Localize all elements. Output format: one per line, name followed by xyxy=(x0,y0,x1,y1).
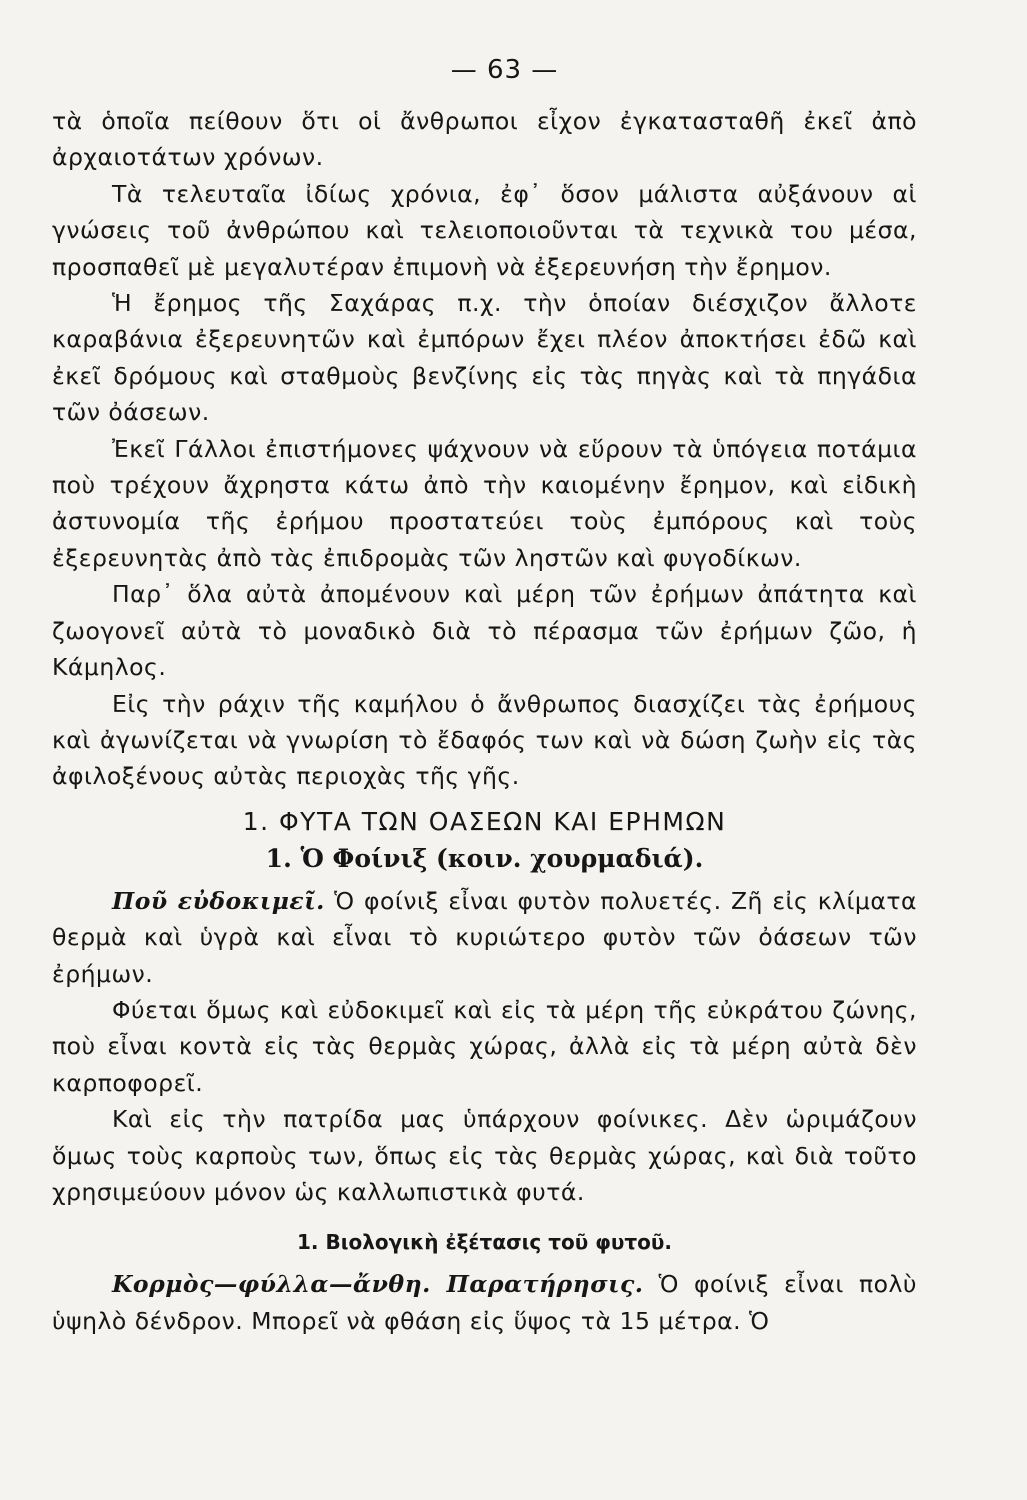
paragraph-lead: Κορμὸς—φύλλα—ἄνθη. Παρατήρησις. xyxy=(112,1270,644,1299)
paragraph: Εἰς τὴν ράχιν τῆς καμήλου ὁ ἄνθρωπος διασχίζει τὰς ἐρήμους καὶ ἀγωνίζεται νὰ γνωρίση τὸ ἔδαφός των καὶ νὰ δώση ζωὴν εἰς τὰς ἀφιλοξένους αὐτὰς περιοχὰς τῆς γῆς. xyxy=(52,689,917,791)
paragraph: Ἡ ἔρημος τῆς Σαχάρας π.χ. τὴν ὁποίαν διέσχιζον ἄλλοτε καραβάνια ἐξερευνητῶν καὶ ἐμπόρων ἔχει πλέον ἀποκτήσει ἐδῶ καὶ ἐκεῖ δρόμους καὶ σταθμοὺς βενζίνης εἰς τὰς πηγὰς καὶ τὰ πηγάδια τῶν ὀάσεων. xyxy=(52,289,917,427)
subsection-text xyxy=(52,1266,917,1339)
section-text xyxy=(52,883,917,1211)
paragraph xyxy=(52,1266,917,1339)
paragraph: Τὰ τελευταῖα ἰδίως χρόνια, ἐφ᾿ ὅσον μάλιστα αὐξάνουν αἱ γνώσεις τοῦ ἀνθρώπου καὶ τελειοποιοῦνται τὰ τεχνικὰ του μέσα, προσπαθεῖ μὲ μεγαλυτέραν ἐπιμονὴ νὰ ἐξερευνήση τὴν ἔρημον. xyxy=(52,179,917,281)
paragraph: Ἐκεῖ Γάλλοι ἐπιστήμονες ψάχνουν νὰ εὕρουν τὰ ὑπόγεια ποτάμια ποὺ τρέχουν ἄχρηστα κάτω ἀπὸ τὴν καιομένην ἔρημον, καὶ εἰδικὴ ἀστυνομία τῆς ἐρήμου προστατεύει τοὺς ἐμπόρους καὶ τοὺς ἐξερευνητὰς ἀπὸ τὰς ἐπιδρομὰς τῶν ληστῶν καὶ φυγοδίκων. xyxy=(52,434,917,572)
paragraph-lead: Ποῦ εὐδοκιμεῖ. xyxy=(112,886,325,915)
page-number: — 63 — xyxy=(450,55,559,85)
paragraph: Φύεται ὅμως καὶ εὐδοκιμεῖ καὶ εἰς τὰ μέρη τῆς εὐκράτου ζώνης, ποὺ εἶναι κοντὰ εἰς τὰς θερμὰς χώρας, ἀλλὰ εἰς τὰ μέρη αὐτὰ δὲν καρποφορεῖ. xyxy=(52,995,917,1097)
paragraph: τὰ ὁποῖα πείθουν ὅτι οἱ ἄνθρωποι εἶχον ἐγκατασταθῆ ἐκεῖ ἀπὸ ἀρχαιοτάτων χρόνων. xyxy=(52,107,917,172)
section-heading: 1. Ὁ Φοίνιξ (κοιν. χουρμαδιά). xyxy=(265,843,704,873)
paragraph: Καὶ εἰς τὴν πατρίδα μας ὑπάρχουν φοίνικες. Δὲν ὡριμάζουν ὅμως τοὺς καρποὺς των, ὅπως εἰς τὰς θερμὰς χώρας, καὶ διὰ τοῦτο χρησιμεύουν μόνον ὡς καλλωπιστικὰ φυτά. xyxy=(52,1105,917,1206)
paragraph-body: Ὁ φοίνιξ εἶναι πολὺ ὑψηλὸ δένδρον. Μπορεῖ νὰ φθάση εἰς ὕψος τὰ 15 μέτρα. Ὁ xyxy=(52,1270,917,1335)
chapter-heading: 1. ΦΥΤΑ ΤΩΝ ΟΑΣΕΩΝ ΚΑΙ ΕΡΗΜΩΝ xyxy=(242,806,727,836)
subsection-heading: 1. Βιολογικὴ ἐξέτασις τοῦ φυτοῦ. xyxy=(297,1230,672,1255)
intro-text xyxy=(52,103,917,795)
paragraph xyxy=(52,883,917,992)
paragraph-body: Ὁ φοίνιξ εἶναι φυτὸν πολυετές. Ζῆ εἰς κλίματα θερμὰ καὶ ὑγρὰ καὶ εἶναι τὸ κυριώτερο φυτὸν τῶν ὀάσεων τῶν ἐρήμων. xyxy=(52,886,917,988)
paragraph: Παρ᾿ ὅλα αὐτὰ ἀπομένουν καὶ μέρη τῶν ἐρήμων ἀπάτητα καὶ ζωογονεῖ αὐτὰ τὸ μοναδικὸ διὰ τὸ πέρασμα τῶν ἐρήμων ζῶο, ἡ Κάμηλος. xyxy=(52,580,917,682)
